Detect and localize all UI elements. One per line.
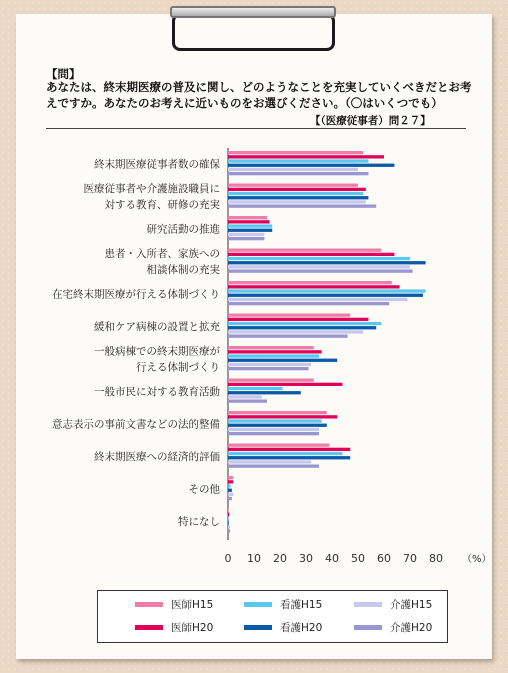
bar-医師H20-3 [228, 253, 394, 256]
bar-医師H15-4 [228, 281, 392, 284]
legend-label: 看護H15 [280, 599, 323, 611]
bar-医師H15-9 [228, 444, 329, 447]
x-tick-label: 0 [224, 552, 232, 565]
bar-介護H15-10 [228, 493, 233, 496]
bar-介護H15-1 [228, 200, 366, 203]
legend-swatch [244, 602, 272, 607]
bar-医師H20-1 [228, 188, 366, 191]
question-text: あなたは、終末期医療の普及に関し、どのようなことを充実していくべきだとお考えですか。あなたのお考えに近いものをお選びください。（〇はいくつでも） [46, 80, 472, 110]
bar-介護H20-4 [228, 302, 389, 305]
bar-医師H20-2 [228, 220, 270, 223]
bar-介護H15-8 [228, 428, 319, 431]
category-label: 対する教育、研修の充実 [104, 199, 220, 212]
x-tick-label: 80 [429, 552, 443, 565]
category-label: 意志表示の事前文書などの法的整備 [52, 418, 220, 431]
bar-看護H20-8 [228, 424, 327, 427]
x-tick-label: 70 [403, 552, 417, 565]
bar-看護H15-8 [228, 419, 322, 422]
legend-item [244, 597, 322, 612]
bar-医師H15-6 [228, 346, 314, 349]
bar-看護H15-3 [228, 257, 410, 260]
bar-医師H15-11 [228, 509, 229, 512]
legend-label: 看護H20 [280, 622, 323, 634]
bar-看護H15-9 [228, 452, 342, 455]
bar-介護H15-4 [228, 298, 407, 301]
bar-介護H20-5 [228, 335, 348, 338]
legend-swatch [135, 602, 163, 607]
legend-swatch [135, 625, 163, 630]
x-tick-label: 40 [325, 552, 339, 565]
bar-看護H15-5 [228, 322, 381, 325]
bar-看護H20-0 [228, 164, 394, 167]
bar-看護H20-5 [228, 326, 376, 329]
bar-医師H15-8 [228, 411, 327, 414]
bar-介護H20-1 [228, 205, 376, 208]
bar-看護H20-7 [228, 391, 301, 394]
legend-swatch [354, 625, 382, 630]
category-label: 一般市民に対する教育活動 [94, 386, 220, 399]
bar-医師H20-11 [228, 513, 229, 516]
legend-label: 介護H20 [390, 622, 433, 634]
bar-医師H15-10 [228, 476, 233, 479]
category-label: その他 [188, 483, 220, 496]
x-unit-label: （%） [462, 554, 492, 565]
bar-看護H15-10 [228, 484, 231, 487]
legend-item [354, 620, 432, 635]
legend-label: 医師H15 [171, 599, 214, 611]
x-tick-label: 60 [377, 552, 391, 565]
bar-看護H15-4 [228, 289, 426, 292]
bar-医師H15-0 [228, 151, 363, 154]
x-tick-label: 10 [247, 552, 261, 565]
bar-看護H20-2 [228, 229, 272, 232]
bar-医師H20-6 [228, 350, 322, 353]
bar-介護H20-0 [228, 172, 368, 175]
bar-看護H15-0 [228, 159, 368, 162]
legend-item [135, 620, 213, 635]
legend-item [244, 620, 322, 635]
bar-看護H20-11 [228, 521, 229, 524]
category-label: 終末期医療従事者数の確保 [94, 158, 220, 171]
bar-看護H20-9 [228, 456, 350, 459]
bar-医師H20-10 [228, 480, 233, 483]
category-label: 終末期医療への経済的評価 [94, 451, 220, 464]
legend-item [354, 597, 432, 612]
bar-介護H20-6 [228, 367, 309, 370]
bar-看護H20-4 [228, 294, 423, 297]
bar-介護H15-2 [228, 233, 264, 236]
legend-label: 介護H15 [390, 599, 433, 611]
bar-看護H20-10 [228, 489, 232, 492]
bar-医師H20-7 [228, 383, 342, 386]
bar-介護H20-7 [228, 400, 267, 403]
x-tick-label: 50 [351, 552, 365, 565]
bar-医師H15-1 [228, 184, 358, 187]
bar-看護H15-2 [228, 224, 272, 227]
bar-医師H15-5 [228, 314, 350, 317]
bar-看護H15-1 [228, 192, 363, 195]
bar-医師H20-0 [228, 155, 384, 158]
bar-介護H15-0 [228, 168, 358, 171]
bar-介護H15-7 [228, 395, 262, 398]
bar-医師H15-3 [228, 249, 381, 252]
legend-swatch [354, 602, 382, 607]
x-tick-label: 20 [273, 552, 287, 565]
bar-看護H15-7 [228, 387, 283, 390]
bar-看護H20-3 [228, 261, 426, 264]
bar-医師H20-5 [228, 318, 368, 321]
bar-看護H15-11 [228, 517, 229, 520]
category-label: 一般病棟での終末期医療が [94, 345, 220, 358]
bar-看護H15-6 [228, 354, 319, 357]
chart-legend [97, 590, 448, 643]
category-label: 在宅終末期医療が行える体制づくり [52, 288, 220, 301]
bar-医師H15-7 [228, 379, 314, 382]
category-label: 医療従事者や介護施設職員に [83, 183, 220, 196]
bar-介護H15-5 [228, 330, 363, 333]
legend-swatch [244, 625, 272, 630]
bar-医師H15-2 [228, 216, 267, 219]
legend-label: 医師H20 [171, 622, 214, 634]
bar-看護H20-6 [228, 359, 337, 362]
question-label: 【問】 [46, 67, 81, 81]
bar-医師H20-4 [228, 285, 400, 288]
bar-介護H20-2 [228, 237, 264, 240]
bar-介護H20-11 [228, 530, 230, 533]
legend-item [135, 597, 213, 612]
category-label: 患者・入所者、家族への [104, 248, 220, 261]
category-label: 研究活動の推進 [146, 223, 220, 236]
bar-医師H20-9 [228, 448, 350, 451]
category-label: 緩和ケア病棟の設置と拡充 [94, 321, 220, 334]
category-label: 相談体制の充実 [146, 264, 220, 277]
question-source: 【（医療従事者）問２７】 [310, 115, 431, 127]
bar-介護H20-10 [228, 497, 232, 500]
bar-介護H15-11 [228, 525, 230, 528]
bar-介護H20-3 [228, 270, 413, 273]
bar-看護H20-1 [228, 196, 368, 199]
category-label: 特になし [178, 516, 220, 529]
bar-介護H15-6 [228, 363, 311, 366]
bar-介護H20-8 [228, 432, 319, 435]
bar-介護H15-3 [228, 265, 410, 268]
bar-医師H20-8 [228, 415, 337, 418]
bar-介護H15-9 [228, 460, 311, 463]
bar-介護H20-9 [228, 465, 319, 468]
category-label: 行える体制づくり [136, 361, 220, 374]
x-tick-label: 30 [299, 552, 313, 565]
